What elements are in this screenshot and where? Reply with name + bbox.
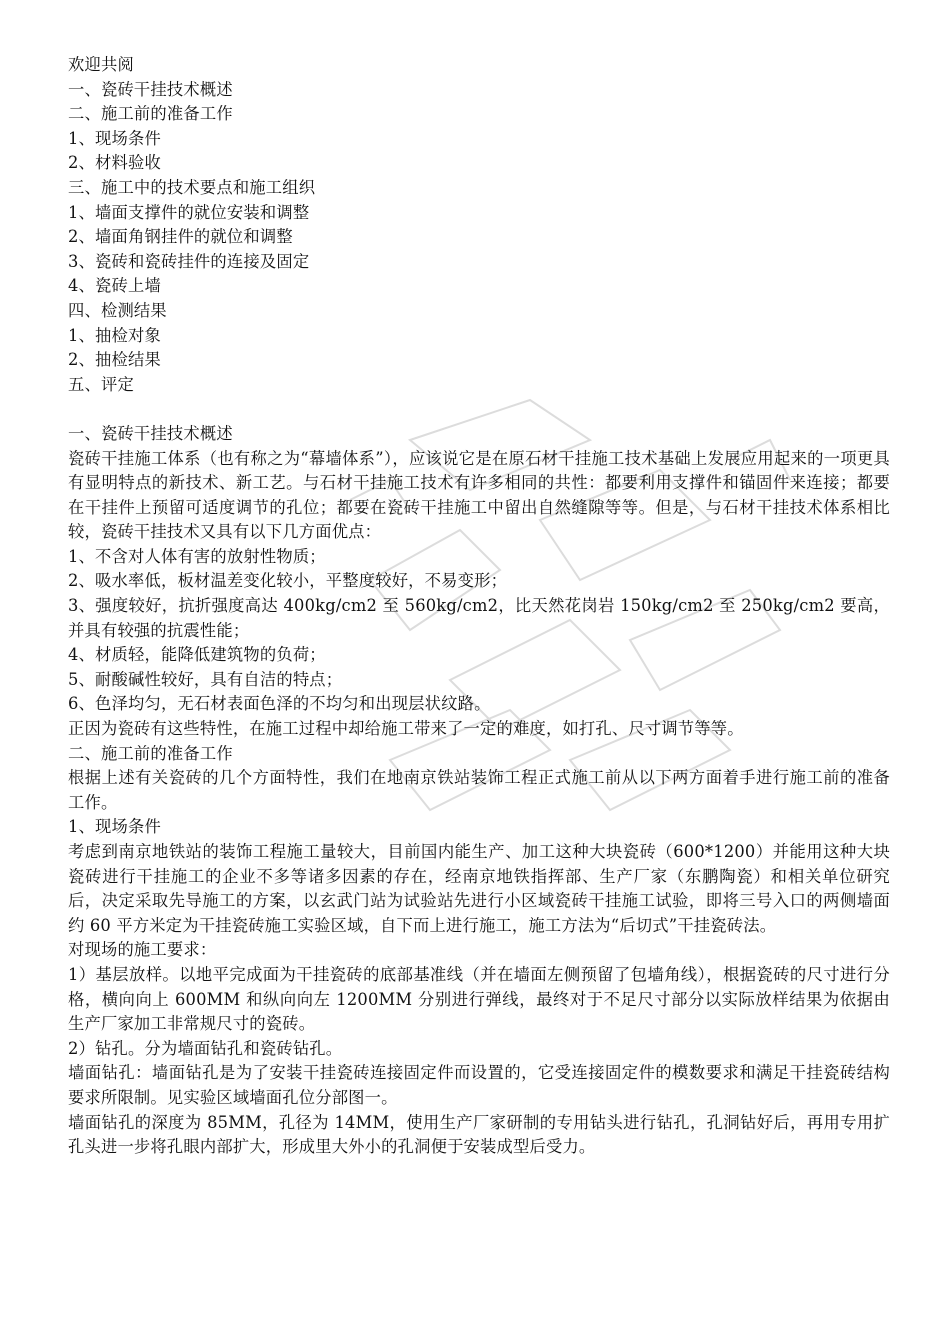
list-item: 6、色泽均匀，无石材表面色泽的不均匀和出现层状纹路。	[68, 694, 491, 714]
paragraph: 2）钻孔。分为墙面钻孔和瓷砖钻孔。	[68, 1038, 343, 1058]
toc-line: 欢迎共阅	[68, 55, 134, 74]
paragraph: 瓷砖干挂施工体系（也有称之为“幕墙体系”），应该说它是在原石材干挂施工技术基础上发展应用起来的一项更具有显明特点的新技术、新工艺。与石材干挂施工技术有许多相同的共性：都要利用支撑件和锚固件来连接；都要在干挂件上预留可适度调节的孔位；都要在瓷砖干挂施工中留出自然缝隙等等。但是，与石材干挂技术体系相比较，瓷砖干挂技术又具有以下几方面优点：	[68, 448, 890, 542]
toc-line: 2、抽检结果	[68, 350, 161, 370]
spacer	[68, 397, 890, 422]
section-heading: 一、瓷砖干挂技术概述	[68, 423, 233, 443]
section-heading: 二、施工前的准备工作	[68, 743, 233, 763]
paragraph: 根据上述有关瓷砖的几个方面特性，我们在地南京铁站装饰工程正式施工前从以下两方面着手进行施工前的准备工作。	[68, 768, 890, 812]
list-item: 5、耐酸碱性较好，具有自洁的特点；	[68, 669, 343, 689]
toc-line: 2、墙面角钢挂件的就位和调整	[68, 227, 293, 247]
toc-line: 1、现场条件	[68, 128, 161, 148]
paragraph: 墙面钻孔的深度为 85MM，孔径为 14MM，使用生产厂家研制的专用钻头进行钻孔，孔洞钻好后，再用专用扩孔头进一步将孔眼内部扩大，形成里大外小的孔洞便于安装成型后受力。	[68, 1112, 890, 1157]
toc-line: 3、瓷砖和瓷砖挂件的连接及固定	[68, 251, 310, 271]
toc-line: 三、施工中的技术要点和施工组织	[68, 177, 316, 197]
list-item: 1、不含对人体有害的放射性物质；	[68, 546, 326, 566]
paragraph: 墙面钻孔：墙面钻孔是为了安装干挂瓷砖连接固定件而设置的，它受连接固定件的模数要求和满足干挂瓷砖结构要求所限制。见实验区域墙面孔位分部图一。	[68, 1063, 890, 1107]
document-page	[68, 53, 890, 1160]
toc-line: 1、墙面支撑件的就位安装和调整	[68, 202, 310, 222]
list-item: 2、吸水率低，板材温差变化较小，平整度较好，不易变形；	[68, 571, 508, 591]
subsection-heading: 1、现场条件	[68, 817, 161, 837]
toc-line: 4、瓷砖上墙	[68, 276, 161, 296]
list-item: 3、强度较好，抗折强度高达 400kg/cm2 至 560kg/cm2，比天然花岗岩 150kg/cm2 至 250kg/cm2 要高，并具有较强的抗震性能；	[68, 596, 890, 640]
toc-line: 2、材料验收	[68, 153, 161, 173]
toc-line: 四、检测结果	[68, 300, 167, 320]
list-item: 4、材质轻，能降低建筑物的负荷；	[68, 645, 326, 665]
paragraph: 正因为瓷砖有这些特性，在施工过程中却给施工带来了一定的难度，如打孔、尺寸调节等等。	[68, 719, 744, 739]
paragraph: 考虑到南京地铁站的装饰工程施工量较大，目前国内能生产、加工这种大块瓷砖（600*1200）并能用这种大块瓷砖进行干挂施工的企业不多等诸多因素的存在，经南京地铁指挥部、生产厂家（东鹏陶瓷）和相关单位研究后，决定采取先导施工的方案，以玄武门站为试验站先进行小区域瓷砖干挂施工试验，即将三号入口的两侧墙面约 60 平方米定为干挂瓷砖施工实验区域，自下而上进行施工，施工方法为“后切式”干挂瓷砖法。	[68, 842, 890, 935]
toc-line: 1、抽检对象	[68, 325, 161, 345]
toc-line: 五、评定	[68, 374, 134, 394]
toc-line: 一、瓷砖干挂技术概述	[68, 79, 233, 99]
toc-line: 二、施工前的准备工作	[68, 104, 233, 124]
paragraph: 1）基层放样。以地平完成面为干挂瓷砖的底部基准线（并在墙面左侧预留了包墙角线），根据瓷砖的尺寸进行分格，横向向上 600MM 和纵向向左 1200MM 分别进行弹线，最终对于不足尺寸部分以实际放样结果为依据由生产厂家加工非常规尺寸的瓷砖。	[68, 964, 890, 1034]
paragraph: 对现场的施工要求：	[68, 940, 217, 960]
